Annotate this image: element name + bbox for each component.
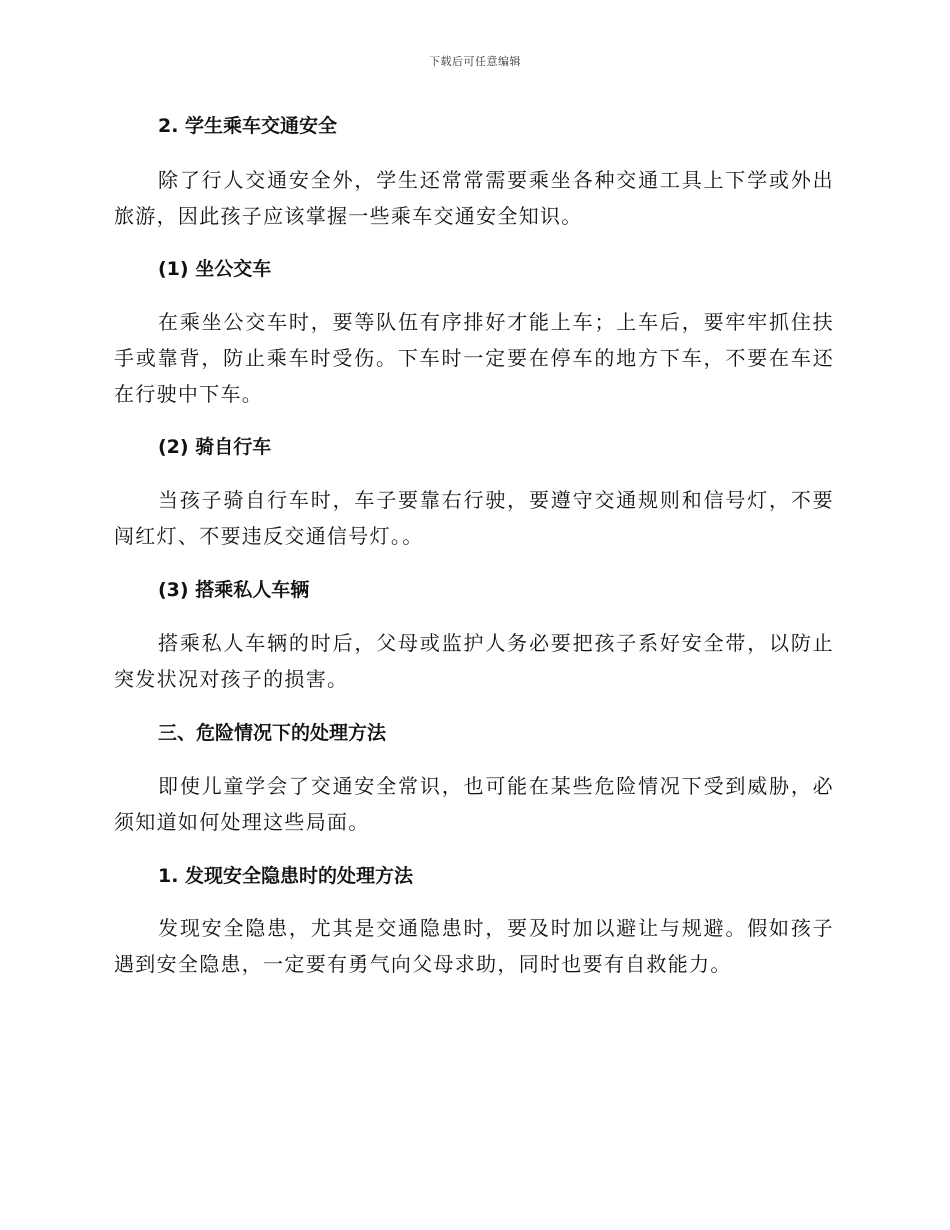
subheading-private-car: (3) 搭乘私人车辆 [158, 579, 310, 601]
paragraph-bus: 在乘坐公交车时，要等队伍有序排好才能上车；上车后，要牢牢抓住扶手或靠背，防止乘车时受伤。下车时一定要在停车的地方下车，不要在车还在行驶中下车。 [114, 310, 834, 406]
subheading-bus: (1) 坐公交车 [158, 258, 272, 280]
subheading-bicycle: (2) 骑自行车 [158, 436, 272, 458]
paragraph-intro: 除了行人交通安全外，学生还常常需要乘坐各种交通工具上下学或外出旅游，因此孩子应该掌握一些乘车交通安全知识。 [114, 168, 834, 228]
paragraph-private-car: 搭乘私人车辆的时后，父母或监护人务必要把孩子系好安全带，以防止突发状况对孩子的损害。 [114, 631, 834, 691]
section-heading-danger: 三、危险情况下的处理方法 [158, 722, 387, 744]
section-heading-student-riding: 2. 学生乘车交通安全 [158, 115, 338, 137]
subheading-hazard: 1. 发现安全隐患时的处理方法 [158, 865, 414, 887]
page-header: 下载后可任意编辑 [429, 55, 521, 68]
paragraph-hazard: 发现安全隐患，尤其是交通隐患时，要及时加以避让与规避。假如孩子遇到安全隐患，一定要有勇气向父母求助，同时也要有自救能力。 [114, 916, 834, 976]
paragraph-bicycle: 当孩子骑自行车时，车子要靠右行驶，要遵守交通规则和信号灯，不要闯红灯、不要违反交通信号灯。。 [114, 488, 834, 548]
paragraph-danger: 即使儿童学会了交通安全常识，也可能在某些危险情况下受到威胁，必须知道如何处理这些局面。 [114, 774, 834, 834]
